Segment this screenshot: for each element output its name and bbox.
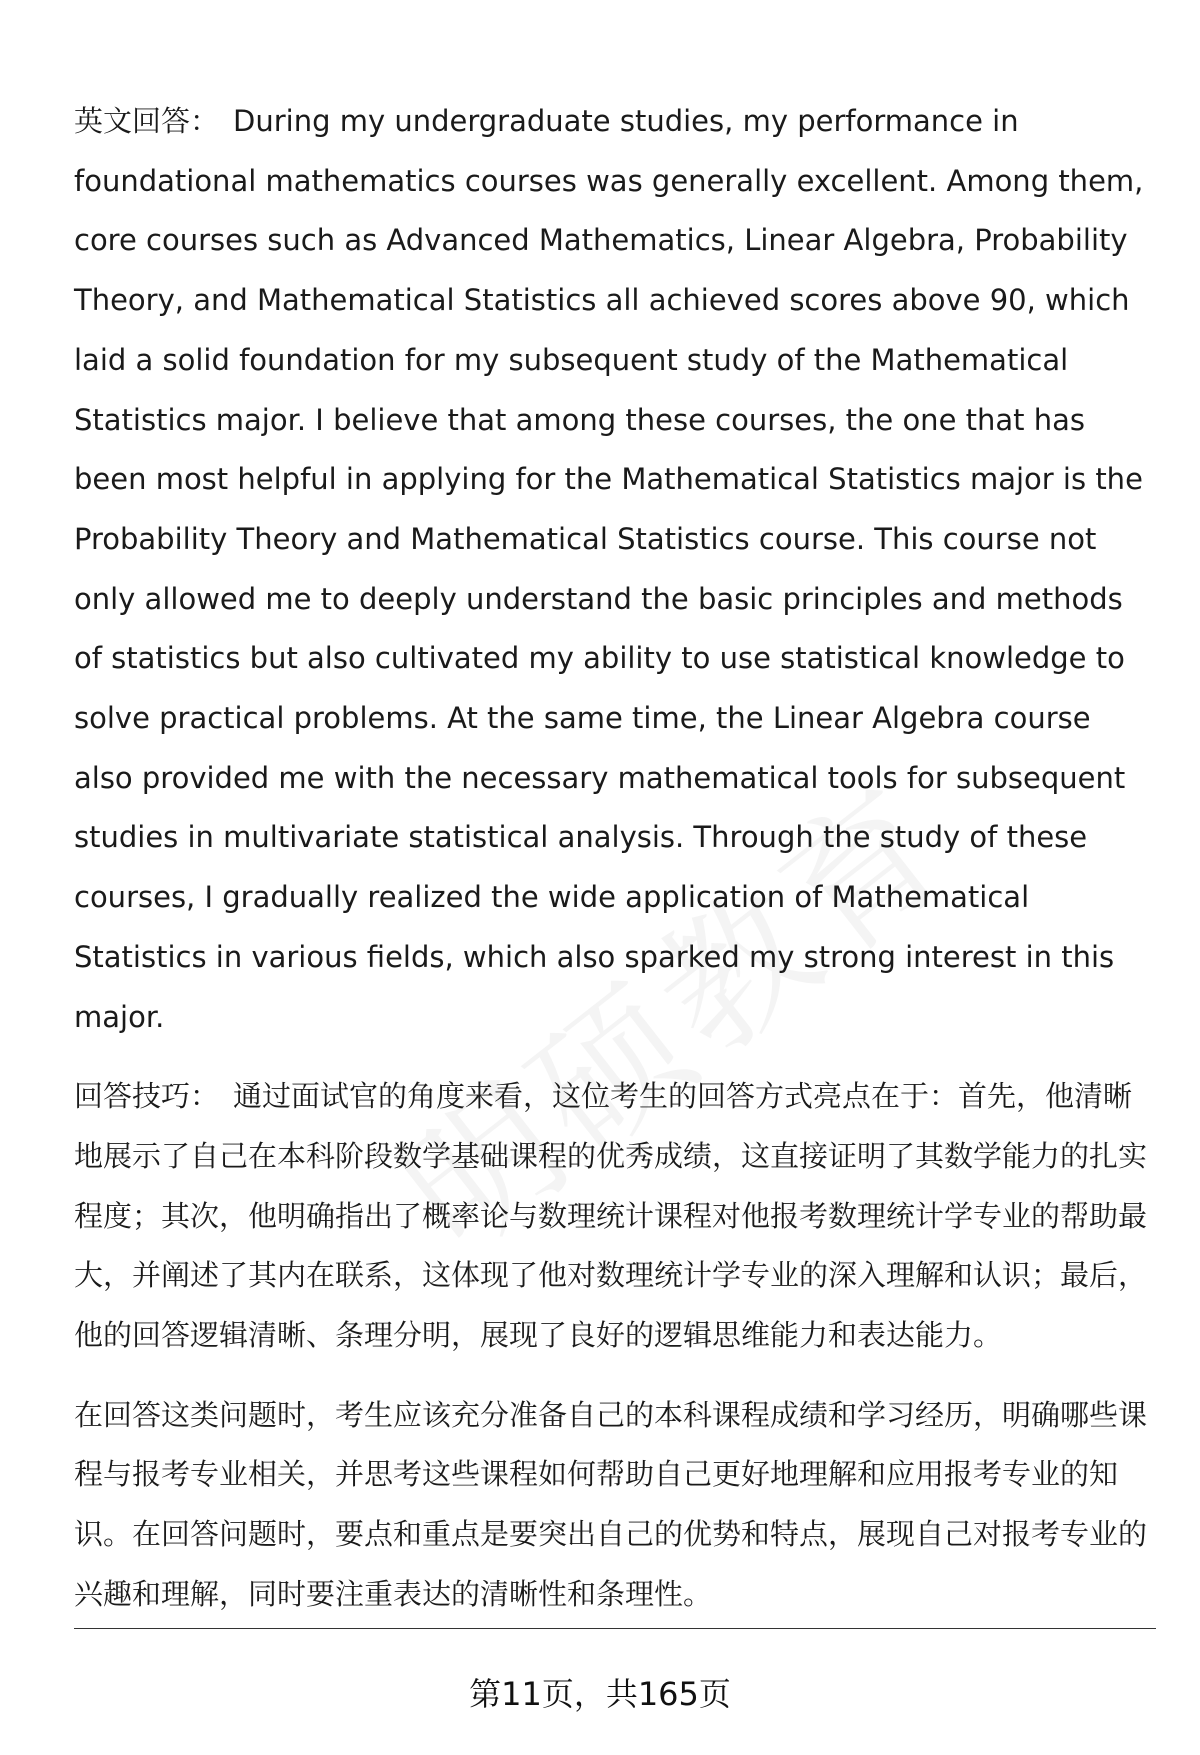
english-answer-text: During my undergraduate studies, my performance in foundational mathematics courses was generally excellent. Among them, core courses such as Advanced Mathematics, Linear Algebra, Probability Theory, and Mathematical Statistics all achieved scores above 90, which laid a solid foundation for my subsequent study of the Mathematical Statistics major. I believe that among these courses, the one that has been most helpful in applying for the Mathematical Statistics major is the Probability Theory and Mathematical Statistics course. This course not only allowed me to deeply understand the basic principles and methods of statistics but also cultivated my ability to use statistical knowledge to solve practical problems. At the same time, the Linear Algebra course also provided me with the necessary mathematical tools for subsequent studies in multivariate statistical analysis. Through the study of these courses, I gradually realized the wide application of Mathematical Statistics in various fields, which also sparked my strong interest in this major. <box>74 104 1144 1034</box>
answer-tips-paragraph <box>74 1067 1156 1366</box>
advice-paragraph: 在回答这类问题时，考生应该充分准备自己的本科课程成绩和学习经历，明确哪些课程与报考专业相关，并思考这些课程如何帮助自己更好地理解和应用报考专业的知识。在回答问题时，要点和重点是要突出自己的优势和特点，展现自己对报考专业的兴趣和理解，同时要注重表达的清晰性和条理性。 <box>74 1397 1148 1611</box>
english-answer-paragraph <box>74 92 1156 1047</box>
page-number: 第11页，共165页 <box>469 1675 731 1713</box>
footer-divider <box>74 1628 1156 1629</box>
document-body <box>74 92 1156 1625</box>
answer-tips-label: 回答技巧： <box>74 1079 220 1114</box>
answer-tips-text: 通过面试官的角度来看，这位考生的回答方式亮点在于：首先，他清晰地展示了自己在本科阶段数学基础课程的优秀成绩，这直接证明了其数学能力的扎实程度；其次，他明确指出了概率论与数理统计课程对他报考数理统计学专业的帮助最大，并阐述了其内在联系，这体现了他对数理统计学专业的深入理解和认识；最后，他的回答逻辑清晰、条理分明，展现了良好的逻辑思维能力和表达能力。 <box>74 1079 1148 1353</box>
english-answer-label: 英文回答： <box>74 104 220 138</box>
